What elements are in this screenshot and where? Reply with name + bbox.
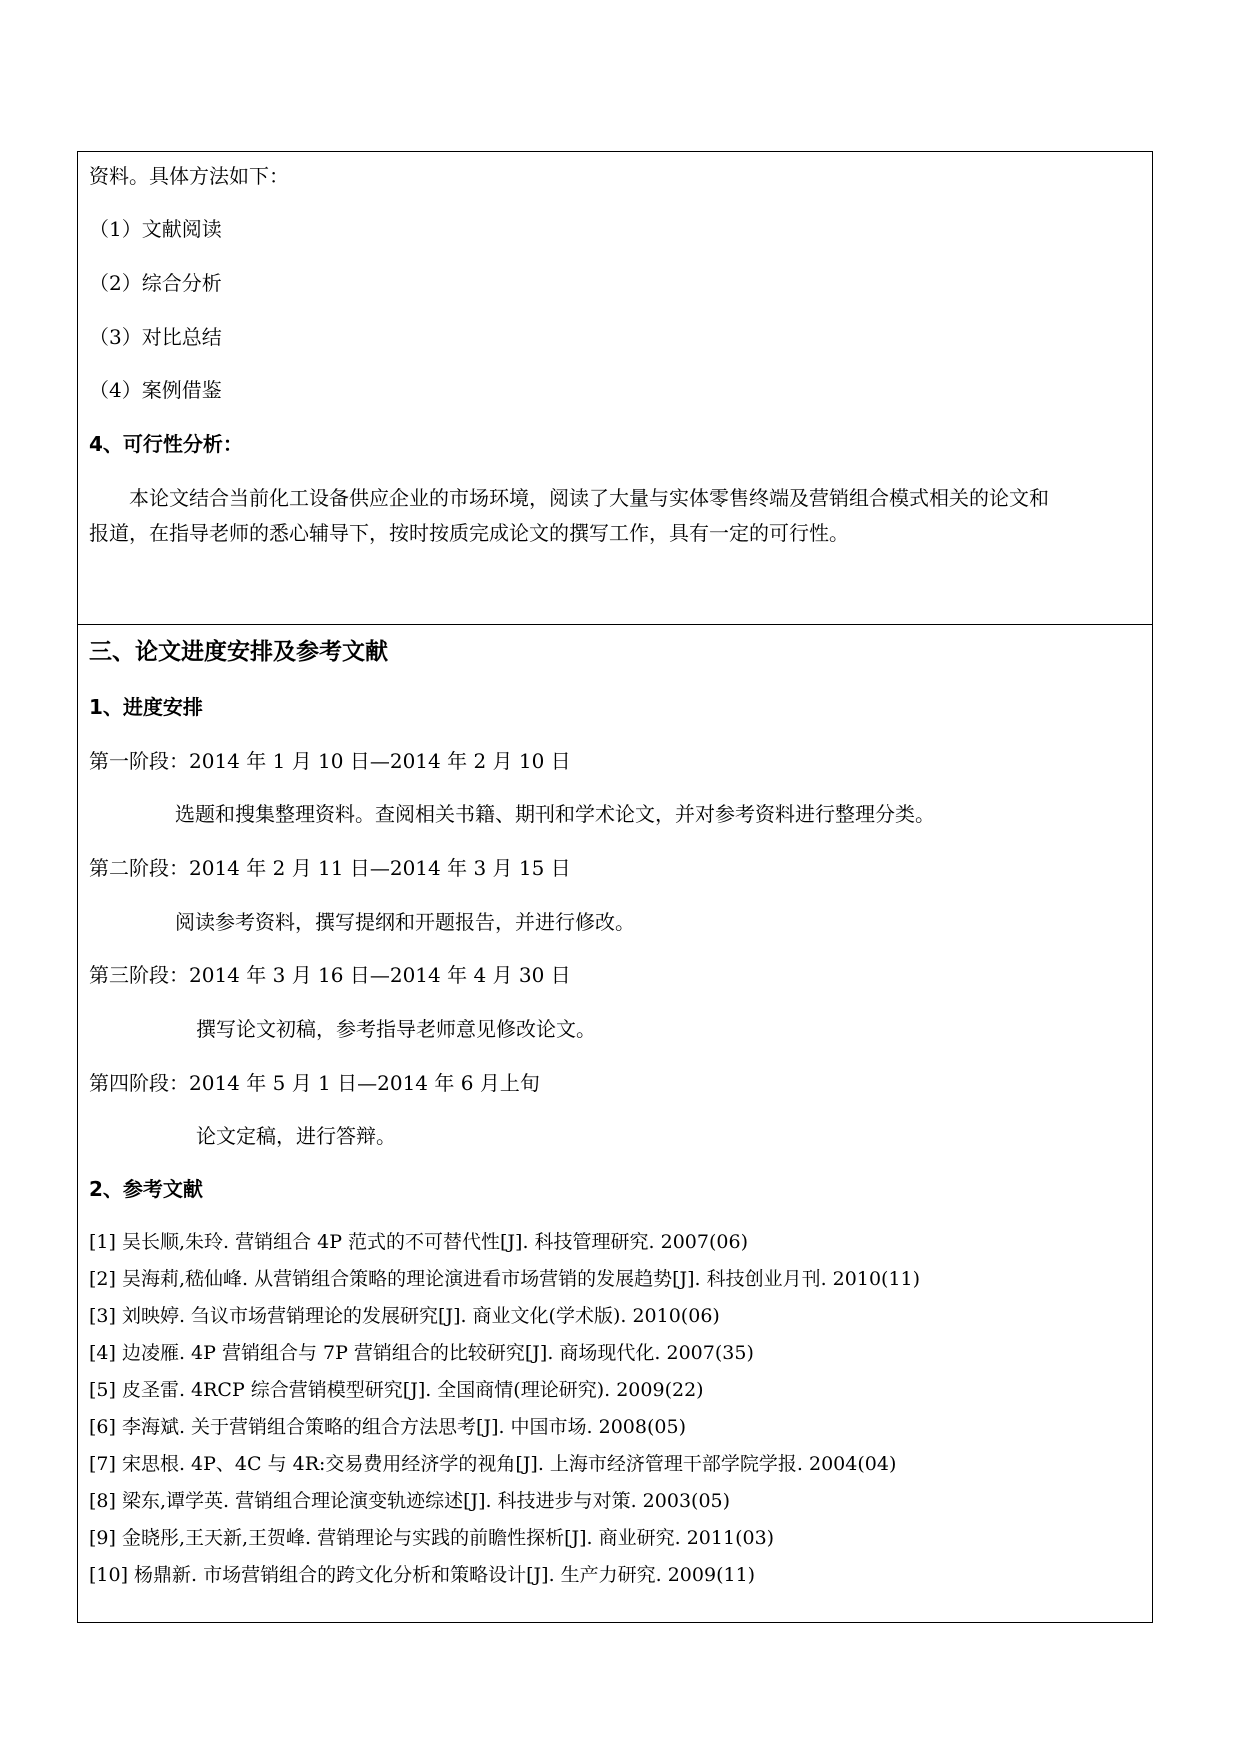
reference-item: [10] 杨鼎新. 市场营销组合的跨文化分析和策略设计[J]. 生产力研究. 2009(11)	[89, 1564, 756, 1586]
feasibility-text-line: 报道，在指导老师的悉心辅导下，按时按质完成论文的撰写工作，具有一定的可行性。	[89, 521, 849, 545]
section-three-title: 三、论文进度安排及参考文献	[89, 639, 388, 665]
reference-item: [2] 吴海莉,嵇仙峰. 从营销组合策略的理论演进看市场营销的发展趋势[J]. 科技创业月刊. 2010(11)	[89, 1268, 921, 1290]
reference-item: [7] 宋思根. 4P、4C 与 4R:交易费用经济学的视角[J]. 上海市经济管理干部学院学报. 2004(04)	[89, 1453, 897, 1475]
reference-item: [3] 刘映婷. 刍议市场营销理论的发展研究[J]. 商业文化(学术版). 2010(06)	[89, 1305, 720, 1327]
method-item: （4）案例借鉴	[89, 378, 222, 402]
reference-item: [5] 皮圣雷. 4RCP 综合营销模型研究[J]. 全国商情(理论研究). 2009(22)	[89, 1379, 704, 1401]
reference-item: [4] 边凌雁. 4P 营销组合与 7P 营销组合的比较研究[J]. 商场现代化. 2007(35)	[89, 1342, 754, 1364]
feasibility-title: 4、可行性分析：	[89, 432, 243, 456]
reference-item: [8] 梁东,谭学英. 营销组合理论演变轨迹综述[J]. 科技进步与对策. 2003(05)	[89, 1490, 731, 1512]
stage-period: 第二阶段：2014 年 2 月 11 日—2014 年 3 月 15 日	[89, 856, 571, 880]
method-item: （2）综合分析	[89, 271, 222, 295]
stage-period: 第三阶段：2014 年 3 月 16 日—2014 年 4 月 30 日	[89, 963, 571, 987]
methods-intro: 资料。具体方法如下：	[89, 164, 289, 188]
stage-task: 撰写论文初稿，参考指导老师意见修改论文。	[196, 1017, 596, 1041]
reference-item: [6] 李海斌. 关于营销组合策略的组合方法思考[J]. 中国市场. 2008(05)	[89, 1416, 686, 1438]
reference-item: [1] 吴长顺,朱玲. 营销组合 4P 范式的不可替代性[J]. 科技管理研究. 2007(06)	[89, 1231, 748, 1253]
stage-task: 选题和搜集整理资料。查阅相关书籍、期刊和学术论文，并对参考资料进行整理分类。	[175, 802, 935, 826]
stage-period: 第四阶段：2014 年 5 月 1 日—2014 年 6 月上旬	[89, 1071, 540, 1095]
method-item: （3）对比总结	[89, 325, 222, 349]
feasibility-text-line: 本论文结合当前化工设备供应企业的市场环境，阅读了大量与实体零售终端及营销组合模式相关的论文和	[129, 486, 1049, 510]
stage-period: 第一阶段：2014 年 1 月 10 日—2014 年 2 月 10 日	[89, 749, 571, 773]
schedule-title: 1、进度安排	[89, 695, 203, 719]
reference-item: [9] 金晓彤,王天新,王贺峰. 营销理论与实践的前瞻性探析[J]. 商业研究. 2011(03)	[89, 1527, 775, 1549]
stage-task: 阅读参考资料，撰写提纲和开题报告，并进行修改。	[175, 910, 635, 934]
method-item: （1）文献阅读	[89, 217, 222, 241]
references-title: 2、参考文献	[89, 1177, 203, 1201]
stage-task: 论文定稿，进行答辩。	[196, 1124, 396, 1148]
section-divider	[77, 624, 1153, 625]
